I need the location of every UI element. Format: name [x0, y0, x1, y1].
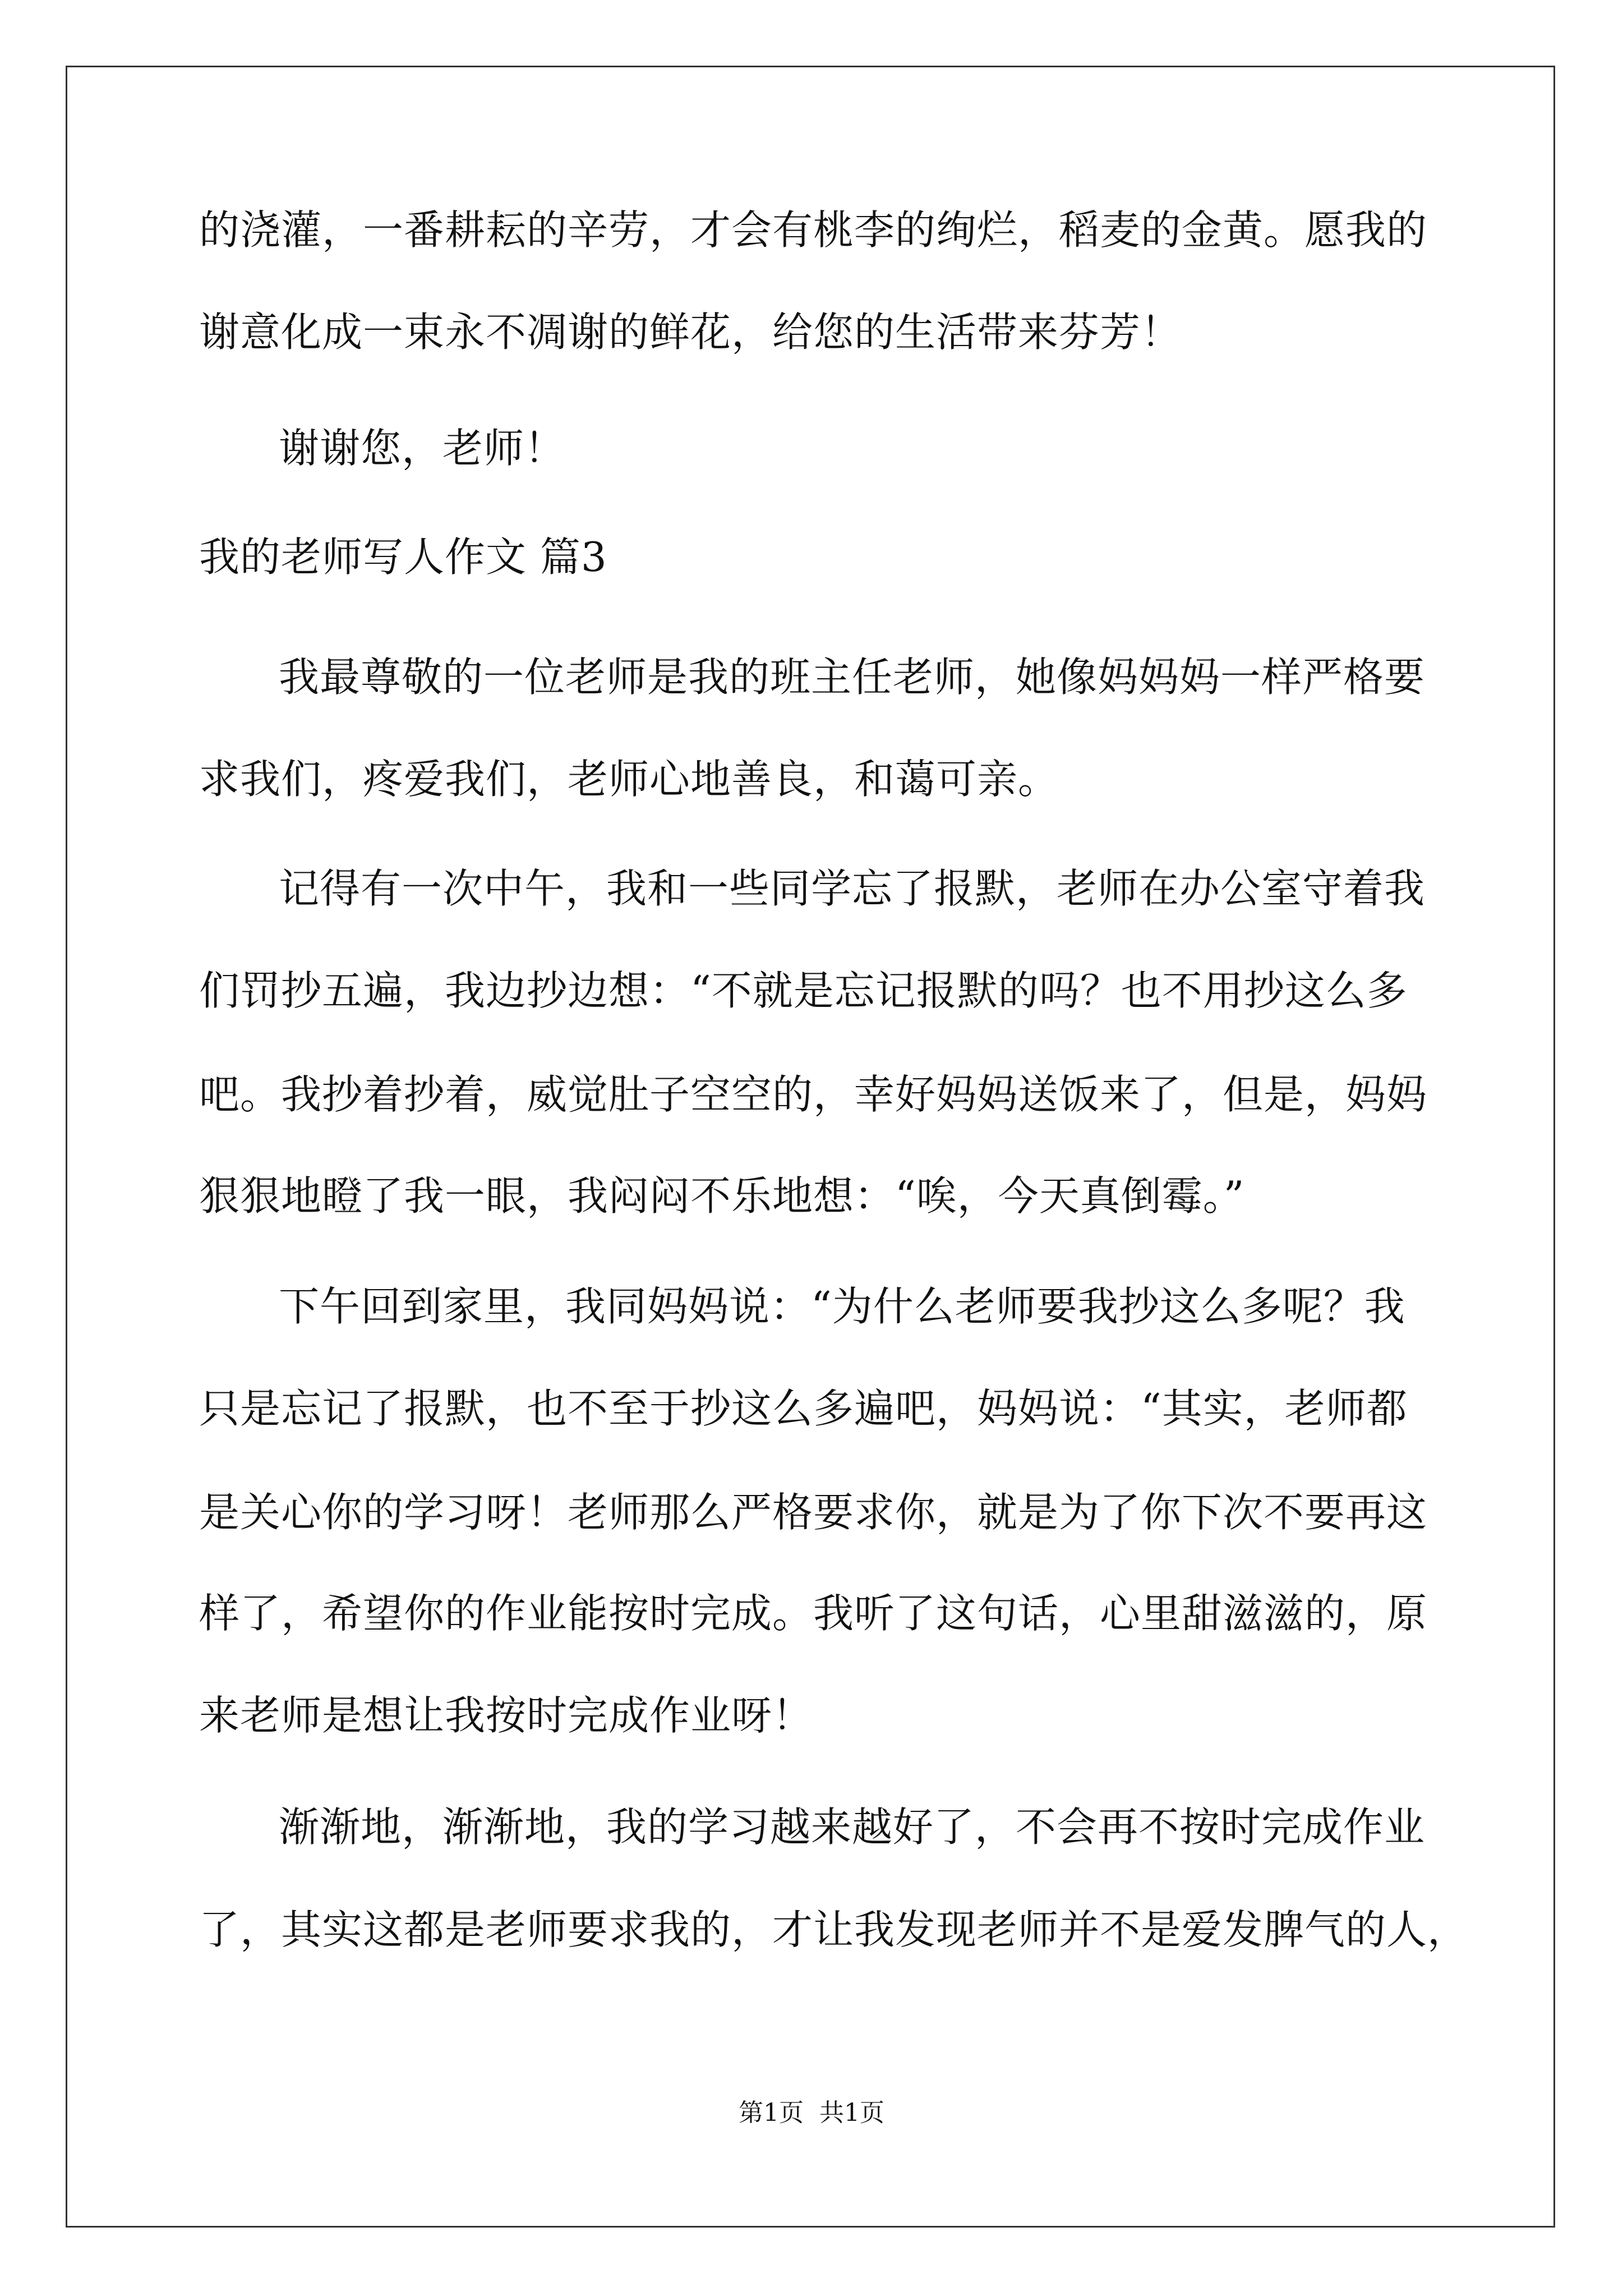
text-line: 渐渐地，渐渐地，我的学习越来越好了，不会再不按时完成作业	[279, 1803, 1426, 1851]
text-line: 样了，希望你的作业能按时完成。我听了这句话，心里甜滋滋的，原	[199, 1590, 1428, 1637]
text-line: 狠狠地瞪了我一眼，我闷闷不乐地想：“唉，今天真倒霉。”	[199, 1172, 1245, 1220]
text-line: 只是忘记了报默，也不至于抄这么多遍吧，妈妈说：“其实，老师都	[199, 1385, 1408, 1432]
text-line: 是关心你的学习呀！老师那么严格要求你，就是为了你下次不要再这	[199, 1489, 1428, 1536]
text-line: 我最尊敬的一位老师是我的班主任老师，她像妈妈妈一样严格要	[279, 654, 1426, 701]
section-heading: 我的老师写人作文 篇3	[199, 533, 607, 581]
text-line: 来老师是想让我按时完成作业呀！	[199, 1692, 814, 1739]
text-line: 吧。我抄着抄着，威觉肚子空空的，幸好妈妈送饭来了，但是，妈妈	[199, 1071, 1428, 1118]
text-line: 谢谢您，老师！	[279, 425, 566, 472]
text-line: 了，其实这都是老师要求我的，才让我发现老师并不是爱发脾气的人，	[199, 1906, 1469, 1953]
page-footer	[0, 2096, 1623, 2130]
text-line: 求我们，疼爱我们，老师心地善良，和蔼可亲。	[199, 756, 1059, 803]
text-line: 下午回到家里，我同妈妈说：“为什么老师要我抄这么多呢？我	[279, 1283, 1405, 1330]
text-line: 们罚抄五遍，我边抄边想：“不就是忘记报默的吗？也不用抄这么多	[199, 967, 1408, 1014]
text-line: 的浇灌，一番耕耘的辛劳，才会有桃李的绚烂，稻麦的金黄。愿我的	[199, 206, 1428, 254]
text-line: 记得有一次中午，我和一些同学忘了报默，老师在办公室守着我	[279, 865, 1426, 912]
page-total: 共1页	[819, 2099, 884, 2127]
text-line: 谢意化成一束永不凋谢的鲜花，给您的生活带来芬芳！	[199, 309, 1182, 356]
page-number: 第1页	[739, 2099, 804, 2127]
